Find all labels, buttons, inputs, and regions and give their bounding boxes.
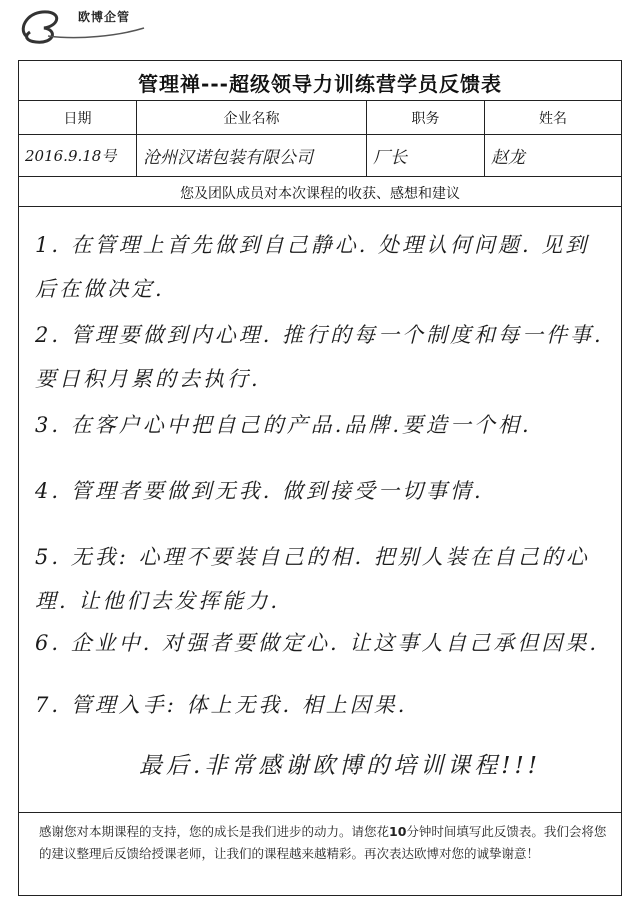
position-value: 厂长	[367, 135, 485, 176]
company-value: 沧州汉诺包装有限公司	[137, 135, 367, 176]
name-value: 赵龙	[491, 148, 525, 168]
title-row	[19, 61, 621, 101]
footer-note	[39, 821, 607, 865]
form-title: 管理禅---超级领导力训练营学员反馈表	[138, 72, 502, 96]
feedback-note: 4. 管理者要做到无我. 做到接受一切事情.	[35, 479, 484, 503]
feedback-note: 5. 无我: 心理不要装自己的相. 把别人装在自己的心理. 让他们去发挥能力.	[35, 545, 590, 613]
handwritten-feedback	[19, 207, 621, 813]
footer-text-part2: 分钟时间填写此反馈表。我们会将您的建议整理后反馈给授课老师，让我们的课程越来越精彩。再次表达欧博对您的诚挚谢意！	[39, 824, 607, 861]
closing-thanks: 最后.非常感谢欧博的培训课程!!!	[138, 753, 542, 779]
feedback-note: 6. 企业中. 对强者要做定心. 让这事人自己承但因果.	[35, 631, 600, 655]
footer-text-part1: 感谢您对本期课程的支持，您的成长是我们进步的动力。请您花	[39, 824, 390, 839]
header-row	[19, 101, 621, 135]
logo-text: 欧博企管	[78, 10, 131, 24]
header-date: 日期	[19, 101, 137, 134]
feedback-form	[18, 60, 622, 896]
feedback-note: 2. 管理要做到内心理. 推行的每一个制度和每一件事.要日积月累的去执行.	[35, 323, 604, 391]
header-position: 职务	[367, 101, 485, 134]
feedback-note: 7. 管理入手: 体上无我. 相上因果.	[35, 693, 408, 717]
header-company: 企业名称	[137, 101, 367, 134]
value-row	[19, 135, 621, 177]
feedback-note: 3. 在客户心中把自己的产品.品牌.要造一个相.	[35, 413, 532, 437]
date-value: 2016.9.18号	[19, 135, 137, 176]
feedback-subheading: 您及团队成员对本次课程的收获、感想和建议	[180, 186, 460, 202]
header-name: 姓名	[539, 110, 567, 127]
company-logo	[18, 6, 148, 46]
footer-minutes: 10	[389, 824, 407, 839]
feedback-note: 1. 在管理上首先做到自己静心. 处理认何问题. 见到后在做决定.	[35, 233, 590, 301]
subheading-row	[19, 177, 621, 207]
